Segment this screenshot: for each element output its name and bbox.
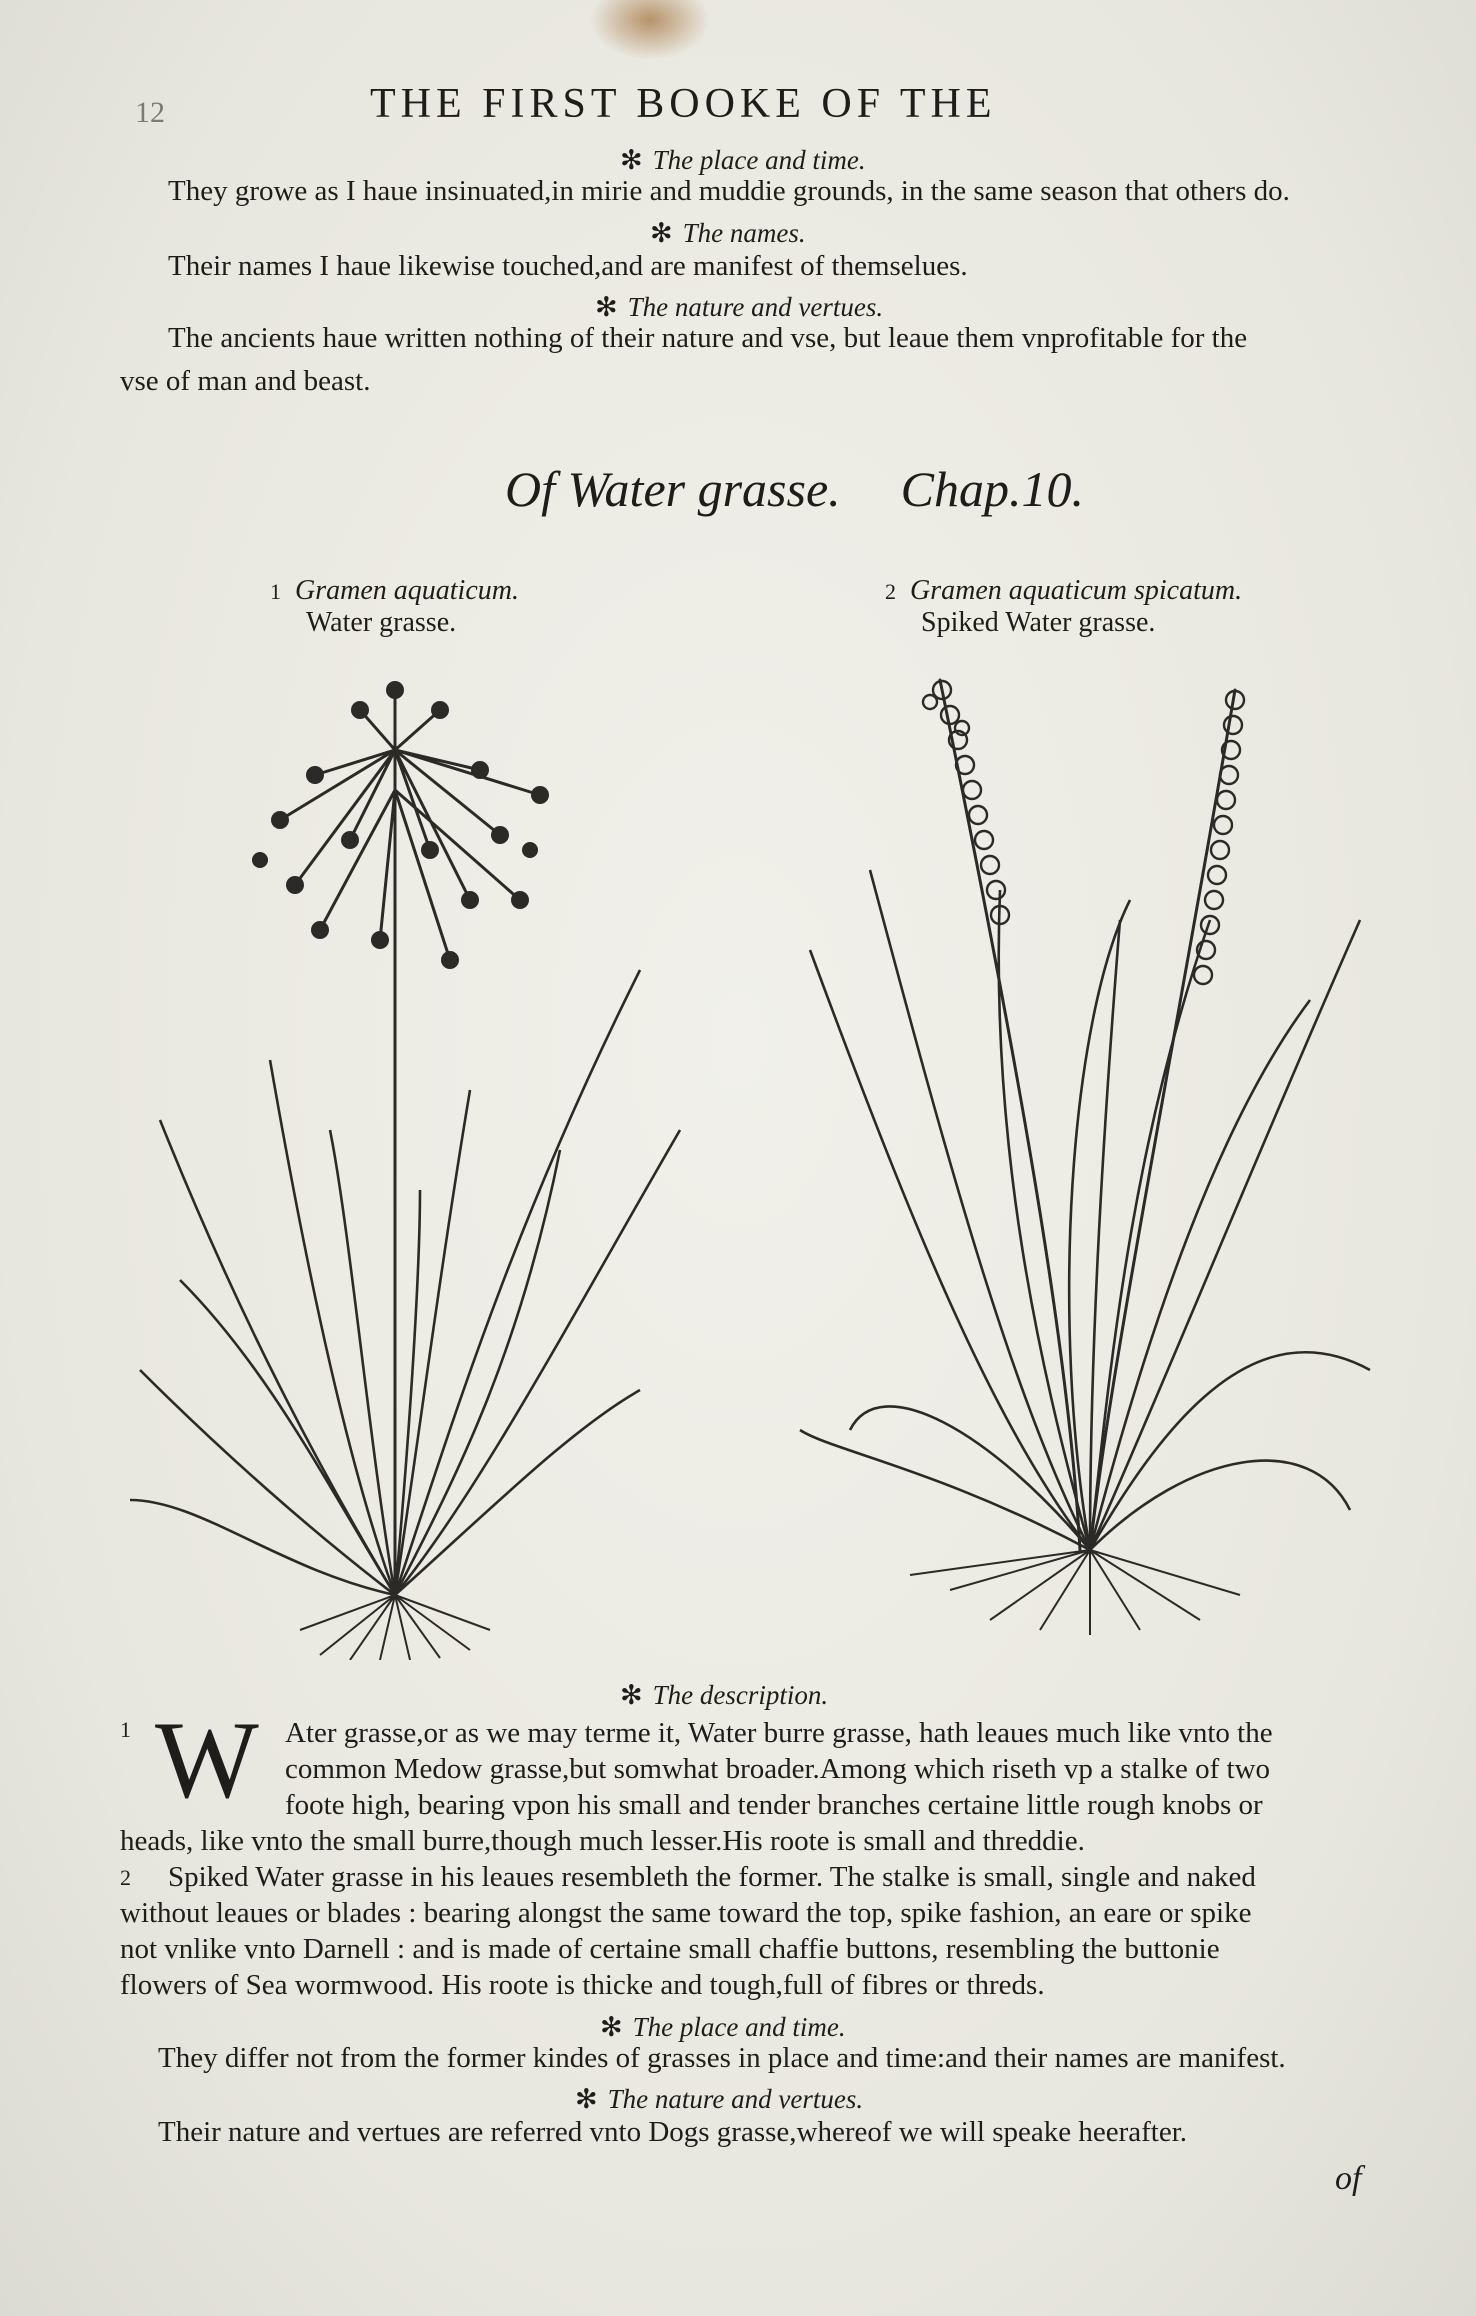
asterism-icon: ✻ [600, 2012, 623, 2042]
nature-text-bottom: Their nature and vertues are referred vnto Dogs grasse,whereof we will speake heerafter. [158, 2116, 1188, 2148]
paragraph-number-2: 2 [120, 1865, 131, 1890]
description-heading: ✻ The description. [620, 1680, 829, 1710]
paragraph-number-1: 1 [120, 1717, 131, 1742]
description-line: common Medow grasse,but somwhat broader.Among which riseth vp a stalke of two [285, 1753, 1271, 1785]
figure-caption-1: 1 Gramen aquaticum. Water grasse. [270, 575, 519, 638]
running-head: THE FIRST BOOKE OF THE [370, 81, 997, 127]
place-heading-top: ✻ The place and time. [620, 145, 866, 175]
description-line: foote high, bearing vpon his small and tender branches certaine little rough knobs or [285, 1789, 1263, 1821]
names-heading: ✻ The names. [650, 218, 806, 248]
description-line: heads, like vnto the small burre,though much lesser.His roote is small and threddie. [120, 1825, 1085, 1857]
asterism-icon: ✻ [575, 2084, 598, 2114]
place-heading-bottom: ✻ The place and time. [600, 2012, 846, 2042]
place-text-top: They growe as I haue insinuated,in mirie and muddie grounds, in the same season that others do. [168, 175, 1290, 207]
spiked-water-grass-woodcut [790, 670, 1410, 1640]
asterism-icon: ✻ [650, 218, 673, 248]
description-line: without leaues or blades : bearing alongst the same toward the top, spike fashion, an eare or spike [120, 1897, 1252, 1929]
chapter-title: Of Water grasse. Chap.10. [505, 461, 1085, 517]
drop-cap: W [155, 1699, 259, 1821]
water-grass-woodcut [120, 670, 700, 1660]
asterism-icon: ✻ [595, 292, 618, 322]
page-number: 12 [135, 96, 165, 129]
nature-heading-top: ✻ The nature and vertues. [595, 292, 884, 322]
place-text-bottom: They differ not from the former kindes of grasses in place and time:and their names are manifest. [158, 2042, 1286, 2074]
description-line: flowers of Sea wormwood. His roote is thicke and tough,full of fibres or threds. [120, 1969, 1045, 2001]
figure-caption-2: 2 Gramen aquaticum spicatum. Spiked Water grasse. [885, 575, 1243, 638]
names-text: Their names I haue likewise touched,and are manifest of themselues. [168, 250, 968, 282]
asterism-icon: ✻ [620, 145, 643, 175]
nature-heading-bottom: ✻ The nature and vertues. [575, 2084, 864, 2114]
asterism-icon: ✻ [620, 1680, 643, 1710]
catchword: of [1335, 2160, 1362, 2197]
nature-line: vse of man and beast. [120, 365, 371, 397]
description-line: Spiked Water grasse in his leaues resembleth the former. The stalke is small, single and naked [168, 1861, 1256, 1893]
description-line: not vnlike vnto Darnell : and is made of certaine small chaffie buttons, resembling the buttonie [120, 1933, 1220, 1965]
description-line: Ater grasse,or as we may terme it, Water burre grasse, hath leaues much like vnto the [285, 1717, 1273, 1749]
nature-line: The ancients haue written nothing of their nature and vse, but leaue them vnprofitable for the [168, 322, 1248, 354]
